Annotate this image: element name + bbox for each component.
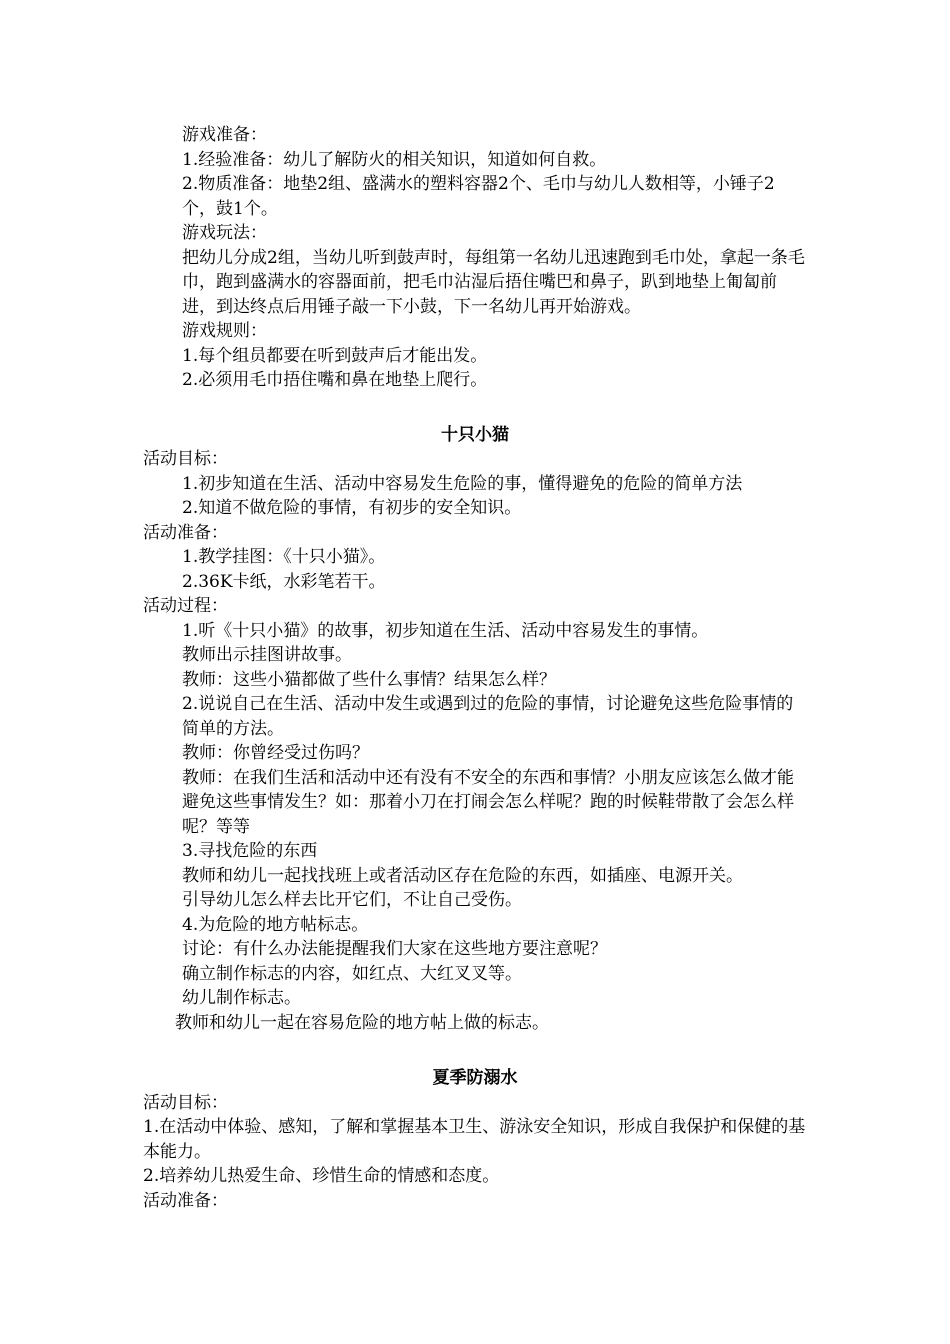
game-prep-item: 1.经验准备：幼儿了解防火的相关知识，知道如何自救。 (182, 149, 607, 170)
section-gap (143, 393, 807, 423)
section-title-drowning-prevention: 夏季防溺水 (432, 1068, 518, 1088)
activity-goal-item: 2.知道不做危险的事情，有初步的安全知识。 (182, 498, 522, 518)
document-body (143, 123, 807, 1213)
game-prep-heading: 游戏准备： (182, 125, 267, 145)
activity-prep-item: 1.教学挂图：《十只小猫》。 (182, 547, 386, 567)
process-line: 教师和幼儿一起找找班上或者活动区存在危险的东西，如插座、电源开关。 (182, 865, 743, 886)
activity-prep-item: 2.36K卡纸，水彩笔若干。 (182, 571, 386, 592)
process-line: 讨论：有什么办法能提醒我们大家在这些地方要注意呢？ (182, 939, 607, 959)
activity-goal-heading: 活动目标： (143, 1092, 228, 1113)
process-line: 引导幼儿怎么样去比开它们，不让自己受伤。 (182, 890, 522, 910)
game-rules-heading: 游戏规则： (182, 321, 267, 341)
process-line: 2.说说自己在生活、活动中发生或遇到过的危险的事情，讨论避免这些危险事情的简单的方法。 (182, 694, 794, 739)
process-line: 教师：这些小猫都做了些什么事情？结果怎么样？ (182, 669, 556, 690)
activity-process-heading: 活动过程： (143, 596, 228, 616)
game-play-heading: 游戏玩法： (182, 223, 267, 243)
game-rules-item: 1.每个组员都要在听到鼓声后才能出发。 (182, 345, 488, 366)
activity-prep-heading: 活动准备： (143, 522, 228, 543)
game-rules-item: 2.必须用毛巾捂住嘴和鼻在地垫上爬行。 (182, 370, 488, 390)
activity-prep-heading: 活动准备： (143, 1190, 228, 1211)
process-line: 教师：在我们生活和活动中还有没有不安全的东西和事情？小朋友应该怎么做才能避免这些事情发生？如：那着小刀在打闹会怎么样呢？跑的时候鞋带散了会怎么样呢？等等 (182, 767, 794, 837)
process-line: 3.寻找危险的东西 (182, 841, 318, 861)
section-gap (143, 1035, 807, 1066)
activity-goal-item: 2.培养幼儿热爱生命、珍惜生命的情感和态度。 (143, 1166, 500, 1186)
activity-goal-item: 1.在活动中体验、感知，了解和掌握基本卫生、游泳安全知识，形成自我保护和保健的基本能力。 (143, 1117, 806, 1162)
activity-goal-item: 1.初步知道在生活、活动中容易发生危险的事，懂得避免的危险的简单方法 (182, 473, 743, 494)
game-play-text: 把幼儿分成2组，当幼儿听到鼓声时，每组第一名幼儿迅速跑到毛巾处，拿起一条毛巾，跑到盛满水的容器面前，把毛巾沾湿后捂住嘴巴和鼻子，趴到地垫上匍匐前进，到达终点后用锤子敲一下小鼓，下一名幼儿再开始游戏。 (182, 247, 805, 317)
activity-goal-heading: 活动目标： (143, 449, 228, 469)
process-line: 教师：你曾经受过伤吗？ (182, 743, 369, 763)
process-closing-line: 教师和幼儿一起在容易危险的地方帖上做的标志。 (175, 1012, 549, 1033)
process-line: 幼儿制作标志。 (182, 988, 301, 1008)
process-line: 确立制作标志的内容，如红点、大红叉叉等。 (182, 963, 522, 984)
section-title-ten-kittens: 十只小猫 (441, 424, 509, 445)
game-prep-item: 2.物质准备：地垫2组、盛满水的塑料容器2个、毛巾与幼儿人数相等，小锤子2个，鼓1个。 (182, 174, 775, 219)
process-line: 教师出示挂图讲故事。 (182, 645, 352, 665)
process-line: 1.听《十只小猫》的故事，初步知道在生活、活动中容易发生的事情。 (182, 620, 709, 641)
process-line: 4.为危险的地方帖标志。 (182, 914, 369, 935)
